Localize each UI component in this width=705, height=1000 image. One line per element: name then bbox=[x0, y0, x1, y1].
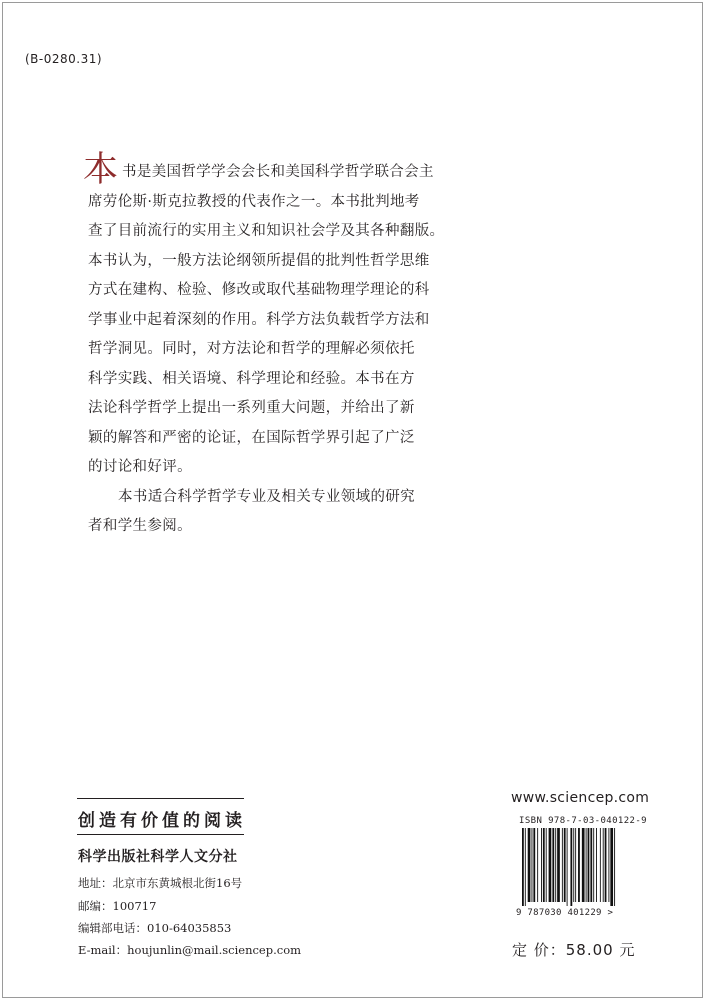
barcode-bar bbox=[578, 828, 580, 902]
barcode bbox=[521, 828, 645, 906]
barcode-bar bbox=[567, 828, 568, 906]
barcode-bar bbox=[564, 828, 566, 902]
price: 定 价：58.00 元 bbox=[512, 941, 636, 959]
barcode-bar bbox=[541, 828, 542, 902]
barcode-bar bbox=[537, 828, 538, 902]
blurb-line: 哲学洞见。同时，对方法论和哲学的理解必须依托 bbox=[88, 341, 415, 357]
barcode-bar bbox=[557, 828, 560, 902]
barcode-bar bbox=[562, 828, 563, 902]
blurb-line: 席劳伦斯·斯克拉教授的代表作之一。本书批判地考 bbox=[88, 193, 420, 210]
blurb bbox=[83, 150, 568, 542]
publisher-phone: 编辑部电话：010-64035853 bbox=[78, 921, 232, 935]
catalog-number: (B-0280.31) bbox=[25, 52, 103, 66]
publisher-address: 地址：北京市东黄城根北街16号 bbox=[78, 876, 243, 890]
barcode-digits: 9 787030 401229 > bbox=[516, 908, 614, 918]
publisher-name: 科学出版社科学人文分社 bbox=[78, 849, 238, 865]
barcode-bar bbox=[570, 828, 572, 906]
barcode-bar bbox=[549, 828, 552, 902]
blurb-line: 查了目前流行的实用主义和知识社会学及其各种翻版。 bbox=[88, 223, 445, 239]
barcode-bar bbox=[596, 828, 597, 902]
tagline: 创造有价值的阅读 bbox=[78, 811, 246, 831]
barcode-bar bbox=[528, 828, 531, 902]
barcode-bar bbox=[533, 828, 535, 902]
blurb-line: 本书适合科学哲学专业及相关专业领域的研究 bbox=[118, 488, 415, 505]
blurb-line: 本书认为，一般方法论纲领所提倡的批判性哲学思维 bbox=[88, 252, 430, 269]
barcode-bar bbox=[588, 828, 590, 902]
blurb-line: 者和学生参阅。 bbox=[88, 518, 192, 534]
barcode-bar bbox=[532, 828, 533, 902]
barcode-bar bbox=[552, 828, 554, 902]
barcode-bar bbox=[614, 828, 615, 906]
website-url: www.sciencep.com bbox=[511, 790, 650, 806]
blurb-line: 的讨论和好评。 bbox=[88, 459, 192, 475]
blurb-line: 书是美国哲学学会会长和美国科学哲学联合会主 bbox=[122, 164, 434, 180]
barcode-bar bbox=[573, 828, 574, 902]
barcode-bar bbox=[593, 828, 594, 902]
barcode-bar bbox=[610, 828, 613, 906]
publisher-email: E-mail：houjunlin@mail.sciencep.com bbox=[78, 943, 302, 957]
blurb-line: 方式在建构、检验、修改或取代基础物理学理论的科 bbox=[88, 282, 430, 298]
barcode-bar bbox=[600, 828, 601, 902]
blurb-line: 学事业中起着深刻的作用。科学方法负载哲学方法和 bbox=[88, 311, 430, 328]
barcode-bar bbox=[575, 828, 576, 902]
dropcap: 本 bbox=[83, 150, 119, 190]
barcode-bar bbox=[543, 828, 545, 902]
barcode-bar bbox=[590, 828, 592, 902]
publisher-postcode: 邮编：100717 bbox=[78, 899, 157, 913]
barcode-bar bbox=[525, 828, 526, 906]
barcode-bar bbox=[603, 828, 604, 902]
barcode-bar bbox=[582, 828, 585, 902]
barcode-bar bbox=[608, 828, 609, 902]
blurb-line: 法论科学哲学上提出一系列重大问题，并给出了新 bbox=[88, 400, 415, 416]
blurb-line: 科学实践、相关语境、科学理论和经验。本书在方 bbox=[88, 370, 415, 387]
barcode-bar bbox=[586, 828, 587, 902]
barcode-bar bbox=[555, 828, 556, 902]
barcode-bar bbox=[605, 828, 607, 902]
barcode-bar bbox=[546, 828, 547, 902]
tagline-rule-bottom bbox=[77, 834, 244, 835]
isbn-text: ISBN 978-7-03-040122-9 bbox=[519, 816, 648, 826]
tagline-rule-top bbox=[77, 798, 244, 799]
barcode-bar bbox=[522, 828, 524, 906]
blurb-line: 颖的解答和严密的论证，在国际哲学界引起了广泛 bbox=[88, 429, 415, 446]
